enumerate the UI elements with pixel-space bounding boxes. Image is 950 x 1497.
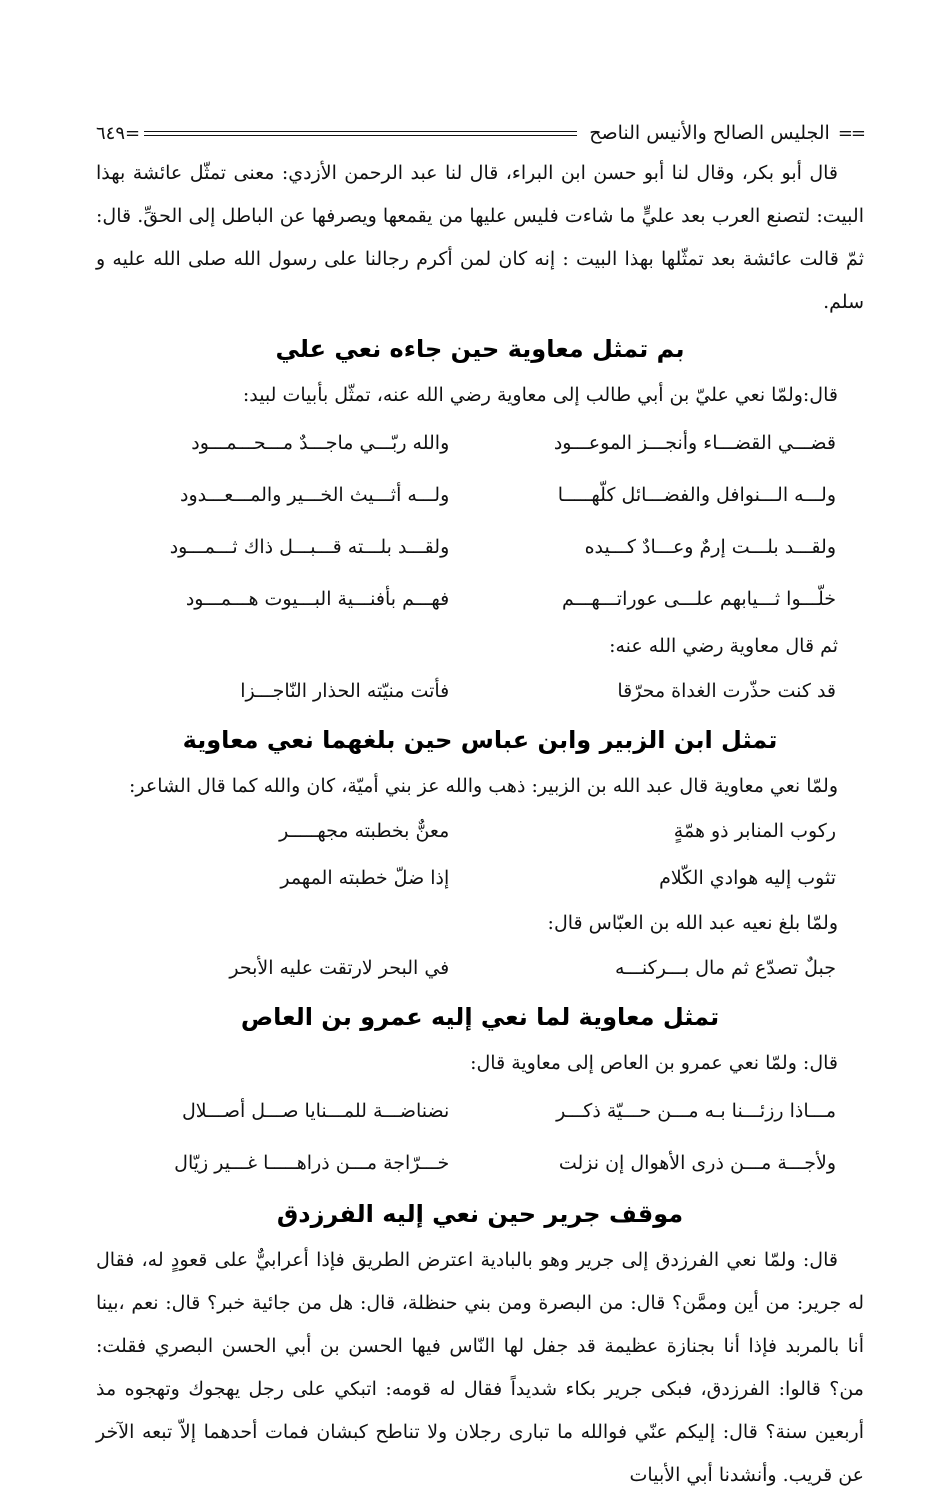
verse-second-hemistich: فهـــم بأفنـــية البـــيوت هـــمـــود: [185, 588, 450, 610]
verse-second-hemistich: ولـــه أثـــيث الخـــير والمـــعـــدود: [179, 484, 450, 506]
section-heading-jarir-farazdaq: موقف جرير حين نعي إليه الفرزدق: [276, 1200, 684, 1228]
header-rule: [144, 131, 577, 136]
verse-first-hemistich: خلّـــوا ثـــيابهم علـــى عوراتـــهـــم: [561, 588, 836, 610]
section1-poem2: [96, 668, 864, 715]
section3-poem: [96, 1085, 864, 1189]
verse-second-hemistich: في البحر لارتقت عليه الأبحر: [229, 957, 450, 979]
running-header: [96, 118, 864, 148]
book-title: الجليس الصالح والأنيس الناصح: [589, 122, 830, 144]
section-heading-zubayr-abbas: تمثل ابن الزبير وابن عباس حين بلغهما نعي معاوية: [182, 726, 778, 754]
verse-line: [96, 945, 864, 992]
verse-first-hemistich: ركوب المنابر ذو همّةٍ: [673, 820, 836, 842]
section1-intro: قال:ولمّا نعي عليّ بن أبي طالب إلى معاوية رضي الله عنه، تمثّل بأبيات لبيد:: [242, 384, 838, 406]
section2-intro2: ولمّا بلغ نعيه عبد الله بن العبّاس قال:: [547, 912, 838, 934]
verse-line: [96, 1137, 864, 1189]
verse-second-hemistich: نضناضـــة للمـــنايا صـــل أصـــلال: [182, 1100, 450, 1122]
section-heading-muawiya-amr: تمثل معاوية لما نعي إليه عمرو بن العاص: [240, 1003, 720, 1031]
opening-paragraph: قال أبو بكر، وقال لنا أبو حسن ابن البراء، قال لنا عبد الرحمن الأزدي: معنى تمثّل عائشة بهذا البيت: لتصنع العرب بعد عليٍّ ما شاءت فليس عليها من يقمعها ويصرفها عن الباطل إلى الحقِّ. قال: ثمّ قالت عائشة بعد تمثّلها بهذا البيت : إنه كان لمن أكرم رجالنا على رسول الله صلى الله عليه و سلم.: [96, 162, 864, 313]
section-heading-muawiya-ali: بم تمثل معاوية حين جاءه نعي علي: [275, 335, 685, 363]
verse-first-hemistich: مـــاذا رزئـــنا بـه مـــن حـــيّة ذكـــر: [556, 1100, 836, 1122]
verse-line: [96, 668, 864, 715]
verse-line: [96, 417, 864, 469]
page-number: =٦٤٩: [96, 122, 141, 144]
section4-paragraph: قال: ولمّا نعي الفرزدق إلى جرير وهو بالبادية اعترض الطريق فإذا أعرابيٌّ على قعودٍ له، فقال له جرير: من أين وممَّن؟ قال: من البصرة ومن بني حنظلة، قال: هل من جائية خبر؟ قال: نعم ،بينا أنا بالمربد فإذا أنا بجنازة عظيمة قد جفل لها النّاس فيها الحسن بن أبي الحسن البصري فقلت: من؟ قالوا: الفرزدق، فبكى جرير بكاء شديداً فقال له قومه: اتبكي على رجل يهجوك وتهجوه مذ أربعين سنة؟ قال: إليكم عنّي فوالله ما تبارى رجلان ولا تناطح كبشان فمات أحدهما إلاّ تبعه الآخر عن قريب. وأنشدنا أبي الأبيات: [96, 1249, 864, 1486]
verse-second-hemistich: والله ربّـــي ماجـــدٌ مـــحـــمـــود: [191, 432, 450, 454]
verse-line: [96, 808, 864, 855]
section1-poem: [96, 417, 864, 625]
section1-intro2: ثم قال معاوية رضي الله عنه:: [609, 635, 838, 657]
verse-first-hemistich: ولـــه الـــنوافل والفضـــائل كلّهـــــا: [557, 484, 836, 506]
verse-line: [96, 1085, 864, 1137]
section2-intro: ولمّا نعي معاوية قال عبد الله بن الزبير: ذهب والله عز بني أميّة، كان والله كما قال الشاعر:: [128, 775, 838, 797]
verse-line: [96, 521, 864, 573]
section2-poem: [96, 808, 864, 902]
verse-second-hemistich: معنٌّ بخطبته مجهـــــر: [279, 820, 450, 842]
verse-second-hemistich: خـــرّاجة مـــن ذراهـــــا غـــير زيّال: [174, 1152, 450, 1174]
verse-first-hemistich: قد كنت حذّرت الغداة محرّقا: [617, 680, 836, 702]
verse-second-hemistich: إذا ضلّ خطبته المهمر: [280, 867, 450, 889]
section2-poem2: [96, 945, 864, 992]
header-mark: ==: [837, 122, 864, 144]
verse-first-hemistich: تثوب إليه هوادي الكّلام: [659, 867, 836, 889]
section3-intro: قال: ولمّا نعي عمرو بن العاص إلى معاوية قال:: [470, 1052, 838, 1074]
verse-first-hemistich: قضـــي القضـــاء وأنجـــز الموعـــود: [553, 432, 836, 454]
verse-first-hemistich: جبلٌ تصدّع ثم مال بـــركنـــه: [615, 957, 836, 979]
book-page: [96, 118, 864, 1497]
verse-line: [96, 573, 864, 625]
verse-first-hemistich: ولأجـــة مـــن ذرى الأهوال إن نزلت: [558, 1152, 836, 1174]
verse-line: [96, 855, 864, 902]
verse-line: [96, 469, 864, 521]
verse-first-hemistich: ولقـــد بلـــت إرمٌ وعـــادٌ كـــيده: [584, 536, 836, 558]
verse-second-hemistich: ولقـــد بلـــته قـــبـــل ذاك ثـــمـــود: [169, 536, 450, 558]
verse-second-hemistich: فأتت منيّته الحذار النّاجـــزا: [240, 680, 450, 702]
